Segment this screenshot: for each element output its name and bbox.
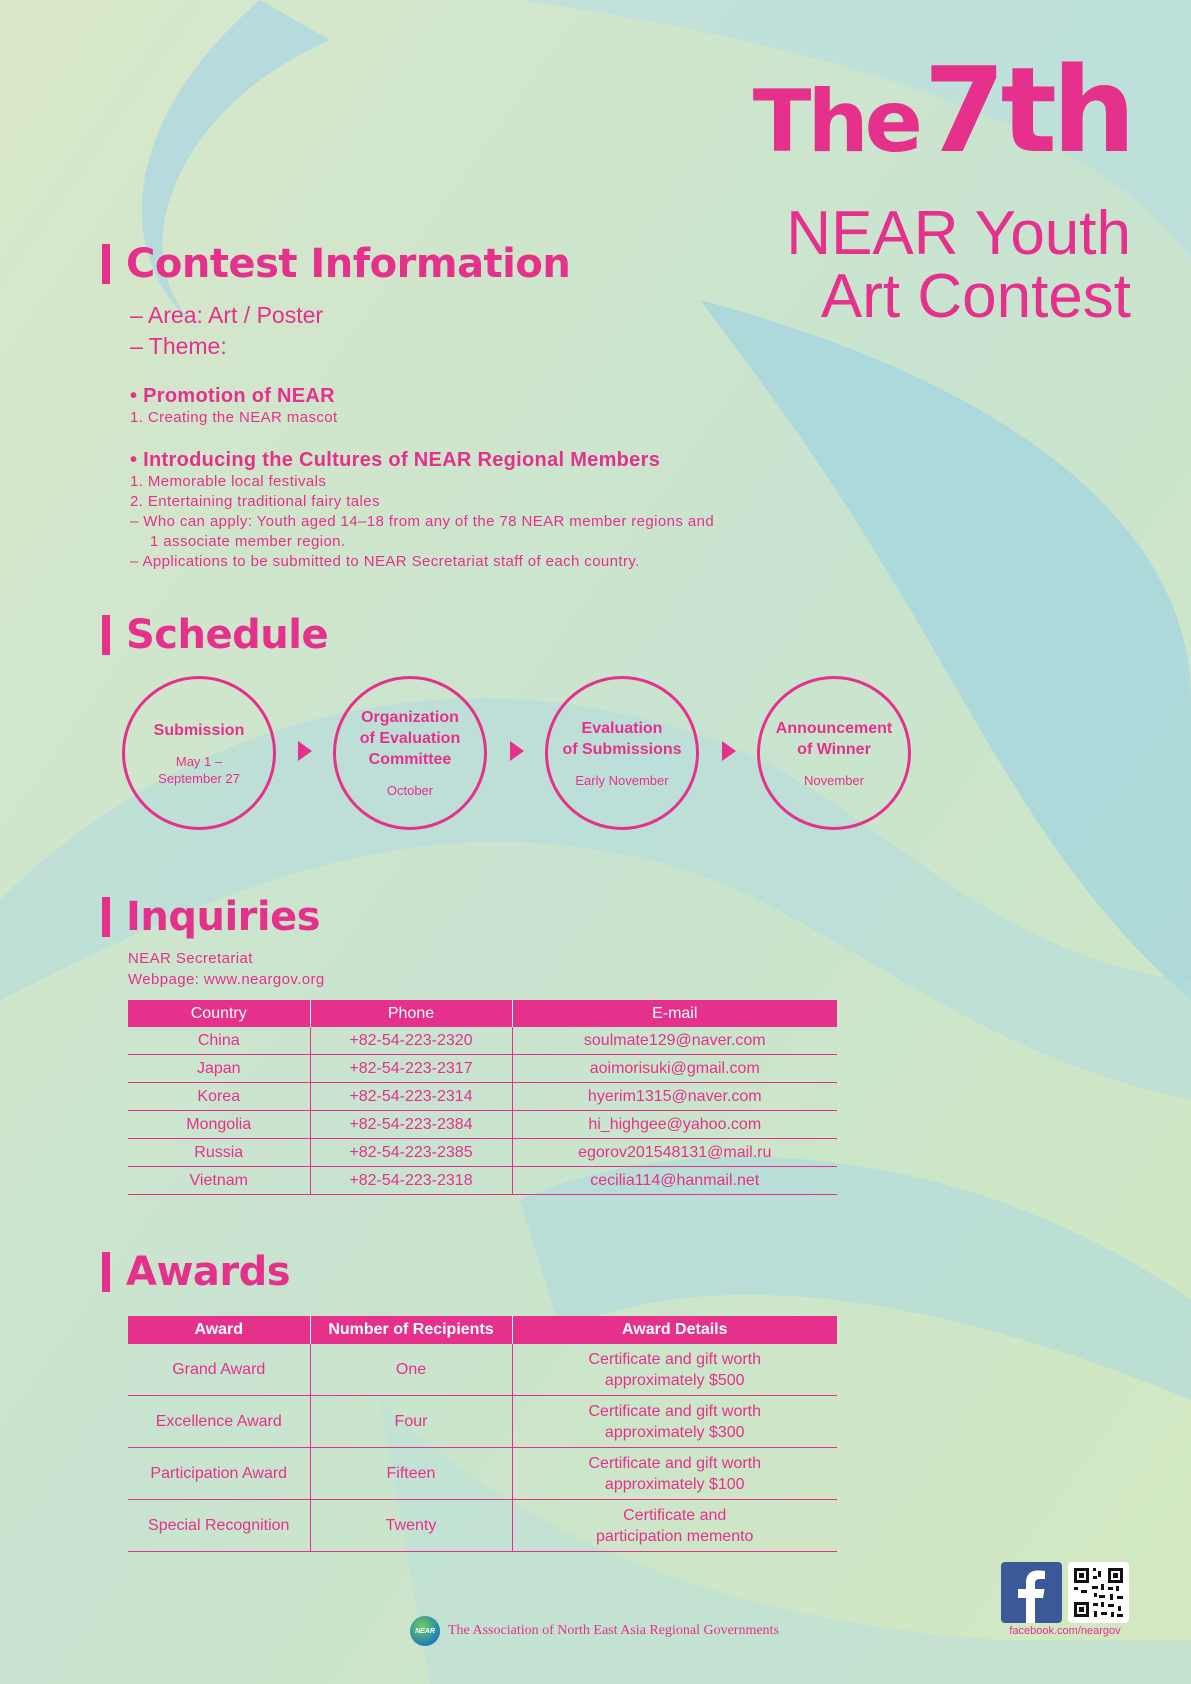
theme-cultures-item: 2. Entertaining traditional fairy tales [130,493,380,510]
country-cell: Russia [128,1139,310,1167]
phone-cell: +82-54-223-2320 [310,1027,512,1055]
step-title: Submission [153,721,245,739]
section-inquiries [102,894,320,940]
area-line: – Area: Art / Poster [130,302,324,328]
table-row [128,1139,837,1167]
phone-cell: +82-54-223-2317 [310,1055,512,1083]
phone-cell: +82-54-223-2314 [310,1083,512,1111]
schedule-step-submission [122,676,276,830]
eligibility-line-cont: 1 associate member region. [150,533,346,550]
theme-cultures-title: • Introducing the Cultures of NEAR Regional Members [130,449,661,471]
poster-title [711,41,1131,331]
inquiries-table [128,1000,837,1195]
theme-promotion-item: 1. Creating the NEAR mascot [130,409,338,426]
column-header: Award Details [512,1316,837,1344]
secretariat-label: NEAR Secretariat [128,950,253,967]
step-title: Organization of Evaluation Committee [359,709,461,768]
section-title: Inquiries [126,894,321,940]
awards-table [128,1316,837,1552]
table-row [128,1500,837,1552]
column-header: Country [128,1000,310,1027]
table-row [128,1396,837,1448]
table-row [128,1111,837,1139]
theme-promotion-title: • Promotion of NEAR [130,385,335,407]
step-date: November [804,772,864,788]
section-bar [102,1252,110,1292]
organization-name: The Association of North East Asia Regional Governments [448,1623,779,1638]
details-cell: Certificate and gift worth approximately $100 [512,1448,837,1500]
country-cell: Vietnam [128,1167,310,1195]
arrow-right-icon [510,741,524,761]
recipients-cell: Four [310,1396,512,1448]
theme-line: – Theme: [130,333,227,359]
column-header: E-mail [512,1000,837,1027]
column-header: Phone [310,1000,512,1027]
submission-line: – Applications to be submitted to NEAR Secretariat staff of each country. [130,553,640,570]
phone-cell: +82-54-223-2384 [310,1111,512,1139]
section-title: Schedule [126,612,329,658]
table-row [128,1448,837,1500]
step-date: May 1 – September 27 [158,753,240,786]
footer-organization [410,1616,779,1646]
section-title: Contest Information [126,241,571,287]
step-date: October [386,783,434,798]
section-bar [102,615,110,655]
table-row [128,1083,837,1111]
recipients-cell: One [310,1344,512,1396]
section-title: Awards [126,1249,291,1295]
email-cell: soulmate129@naver.com [512,1027,837,1055]
award-name-cell: Special Recognition [128,1500,310,1552]
recipients-cell: Twenty [310,1500,512,1552]
step-title: Evaluation of Submissions [562,719,682,758]
arrow-right-icon [722,741,736,761]
title-line-art-contest: Art Contest [820,262,1131,331]
section-awards [102,1249,290,1295]
step-title: Announcement of Winner [775,719,893,758]
award-name-cell: Grand Award [128,1344,310,1396]
table-header-row [128,1000,837,1027]
section-bar [102,244,110,284]
section-bar [102,897,110,937]
section-schedule [102,612,328,658]
near-logo-icon: NEAR [410,1616,440,1646]
email-cell: egorov201548131@mail.ru [512,1139,837,1167]
title-line-near-youth: NEAR Youth [786,199,1131,268]
schedule-step-committee [333,676,487,830]
qr-code-icon[interactable] [1068,1562,1129,1623]
section-contest-information [102,241,570,287]
schedule-step-evaluation [545,676,699,830]
phone-cell: +82-54-223-2318 [310,1167,512,1195]
country-cell: Korea [128,1083,310,1111]
table-row [128,1344,837,1396]
column-header: Award [128,1316,310,1344]
country-cell: Mongolia [128,1111,310,1139]
award-name-cell: Excellence Award [128,1396,310,1448]
email-cell: hyerim1315@naver.com [512,1083,837,1111]
email-cell: hi_highgee@yahoo.com [512,1111,837,1139]
award-name-cell: Participation Award [128,1448,310,1500]
country-cell: China [128,1027,310,1055]
facebook-link[interactable]: facebook.com/neargov [1009,1625,1121,1637]
table-row [128,1055,837,1083]
eligibility-line: – Who can apply: Youth aged 14–18 from any of the 78 NEAR member regions and [130,513,715,530]
qr-code-glyph [1068,1562,1129,1623]
step-date: Early November [575,772,669,788]
details-cell: Certificate and participation memento [512,1500,837,1552]
table-row [128,1167,837,1195]
recipients-cell: Fifteen [310,1448,512,1500]
inquiries-contact [128,948,325,990]
country-cell: Japan [128,1055,310,1083]
title-the: The [752,72,920,172]
title-edition: 7th [923,41,1131,179]
details-cell: Certificate and gift worth approximately $300 [512,1396,837,1448]
webpage-label: Webpage: www.neargov.org [128,971,325,988]
contest-info [130,300,830,572]
details-cell: Certificate and gift worth approximately $500 [512,1344,837,1396]
theme-cultures-item: 1. Memorable local festivals [130,473,327,490]
arrow-right-icon [298,741,312,761]
facebook-glyph [1001,1562,1062,1623]
email-cell: cecilia114@hanmail.net [512,1167,837,1195]
table-header-row [128,1316,837,1344]
column-header: Number of Recipients [310,1316,512,1344]
phone-cell: +82-54-223-2385 [310,1139,512,1167]
schedule-step-announcement [757,676,911,830]
table-row [128,1027,837,1055]
email-cell: aoimorisuki@gmail.com [512,1055,837,1083]
facebook-icon[interactable] [1001,1562,1062,1623]
